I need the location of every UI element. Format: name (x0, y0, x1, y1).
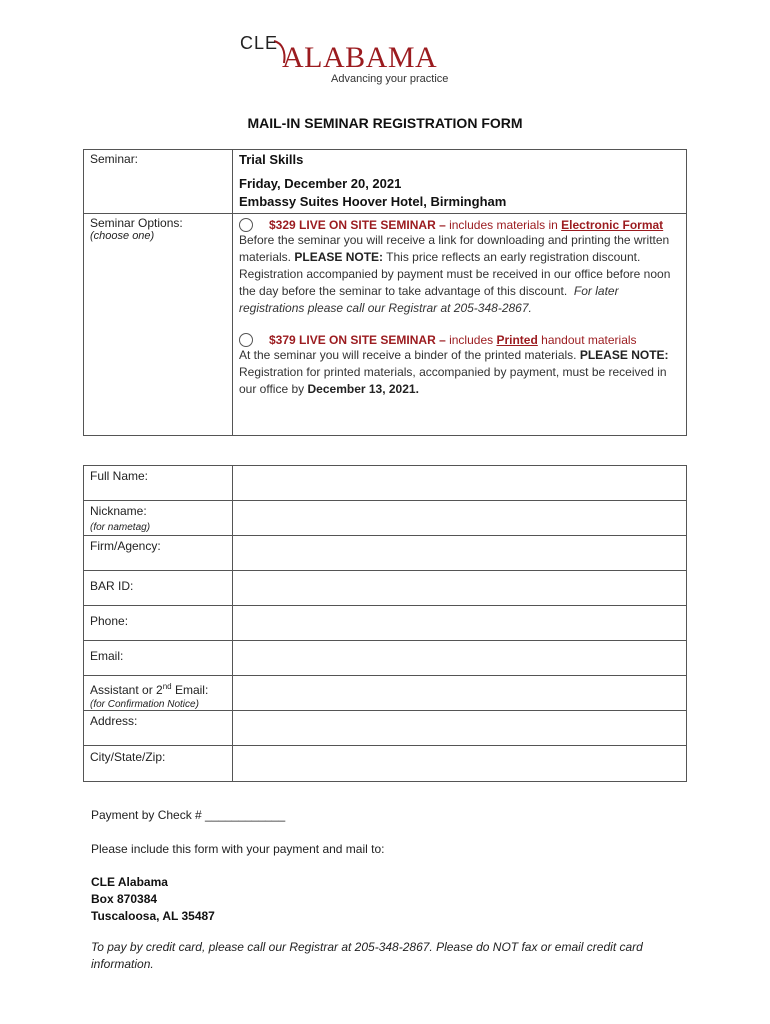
nickname-input[interactable] (233, 501, 686, 519)
assistant-email-label (90, 683, 208, 697)
options-hint: (choose one) (90, 230, 155, 242)
option2-format-after: handout materials (541, 333, 637, 347)
option-printed-radio[interactable] (239, 333, 253, 347)
assistant-email-input[interactable] (233, 676, 686, 694)
option2-format: Printed (496, 333, 538, 347)
logo-tagline: Advancing your practice (331, 73, 449, 85)
assistant-email-label-sup: nd (162, 682, 172, 691)
assistant-email-label-pre: Assistant or 2 (90, 683, 163, 697)
bar-id-input[interactable] (233, 571, 686, 589)
option1-format: Electronic Format (561, 218, 664, 232)
bar-id-cell (233, 571, 687, 606)
options-label-cell (84, 214, 233, 436)
phone-label: Phone: (90, 614, 129, 628)
payment-check-line: Payment by Check # ____________ (91, 808, 286, 822)
assistant-email-label-cell (84, 676, 233, 711)
page-title: MAIL-IN SEMINAR REGISTRATION FORM (247, 115, 523, 131)
options-cell (233, 214, 687, 436)
assistant-email-cell (233, 676, 687, 711)
phone-input[interactable] (233, 606, 686, 624)
city-cell (233, 746, 687, 782)
option2-deadline: December 13, 2021. (307, 382, 419, 396)
option1-later: For later registrations (239, 284, 619, 315)
full-name-label-cell (84, 466, 233, 501)
option1-desc1: Before the seminar you will receive a link for downloading and printing the written materials. (239, 233, 670, 264)
option2-desc1: At the seminar you will receive a binder of the printed materials. (239, 348, 577, 362)
seminar-location: Embassy Suites Hoover Hotel, Birmingham (239, 194, 507, 209)
email-cell (233, 641, 687, 676)
bar-id-label-cell (84, 571, 233, 606)
option1-call: please call our Registrar at 205-348-2867. (307, 301, 532, 315)
full-name-label: Full Name: (90, 469, 149, 483)
nickname-cell (233, 501, 687, 536)
seminar-label-cell (84, 150, 233, 214)
seminar-name: Trial Skills (239, 152, 304, 167)
bar-id-label: BAR ID: (90, 579, 134, 593)
nickname-label: Nickname: (90, 504, 147, 518)
option-electronic[interactable] (239, 218, 680, 232)
cle-alabama-logo (238, 33, 528, 97)
city-label: City/State/Zip: (90, 750, 166, 764)
seminar-table (83, 149, 687, 436)
payment-instructions: Please include this form with your payment and mail to: (91, 842, 385, 856)
option2-type: LIVE ON SITE SEMINAR – (299, 333, 446, 347)
address-input[interactable] (233, 711, 686, 729)
option1-description (239, 232, 680, 317)
seminar-date: Friday, December 20, 2021 (239, 176, 402, 191)
option2-note-label: PLEASE NOTE: (579, 348, 669, 362)
nickname-label-cell (84, 501, 233, 536)
nickname-hint: (for nametag) (90, 522, 151, 533)
address-cell (233, 711, 687, 746)
mailing-address (91, 874, 215, 925)
option2-description (239, 347, 680, 398)
option1-includes: includes materials in (449, 218, 558, 232)
phone-cell (233, 606, 687, 641)
options-label: Seminar Options: (90, 216, 183, 230)
assistant-email-hint: (for Confirmation Notice) (90, 699, 199, 710)
mail-line3: Tuscaloosa, AL 35487 (91, 909, 215, 923)
seminar-info-cell (233, 150, 687, 214)
firm-label-cell (84, 536, 233, 571)
option1-desc2: This price reflects an early registration discount. Registration accompanied by payment must be received in our office before noon the day before the seminar to take advantage of this discount. (239, 250, 671, 298)
address-label-cell (84, 711, 233, 746)
email-label-cell (84, 641, 233, 676)
full-name-input[interactable] (233, 466, 686, 484)
assistant-email-label-post: Email: (171, 683, 209, 697)
firm-label: Firm/Agency: (90, 539, 161, 553)
firm-input[interactable] (233, 536, 686, 554)
logo-alabama: ALABAMA (282, 41, 438, 74)
option-electronic-radio[interactable] (239, 218, 253, 232)
option2-price: $379 (269, 333, 296, 347)
option1-type: LIVE ON SITE SEMINAR – (299, 218, 446, 232)
mail-line1: CLE Alabama (91, 875, 168, 889)
mail-line2: Box 870384 (91, 892, 158, 906)
option1-note-label: PLEASE NOTE: (294, 250, 384, 264)
firm-cell (233, 536, 687, 571)
full-name-cell (233, 466, 687, 501)
option-printed[interactable] (239, 333, 680, 347)
registrant-table (83, 465, 687, 782)
credit-card-note: To pay by credit card, please call our Registrar at 205-348-2867. Please do NOT fax or email credit card information. (91, 940, 643, 971)
option2-desc2: Registration for printed materials, accompanied by payment, must be received in our office by (239, 365, 667, 396)
option2-includes: includes (449, 333, 494, 347)
phone-label-cell (84, 606, 233, 641)
city-label-cell (84, 746, 233, 782)
address-label: Address: (90, 714, 138, 728)
email-label: Email: (90, 649, 124, 663)
seminar-label: Seminar: (90, 152, 139, 166)
option1-price: $329 (269, 218, 296, 232)
city-input[interactable] (233, 746, 686, 764)
logo-cle: CLE (240, 33, 279, 53)
email-input[interactable] (233, 641, 686, 659)
